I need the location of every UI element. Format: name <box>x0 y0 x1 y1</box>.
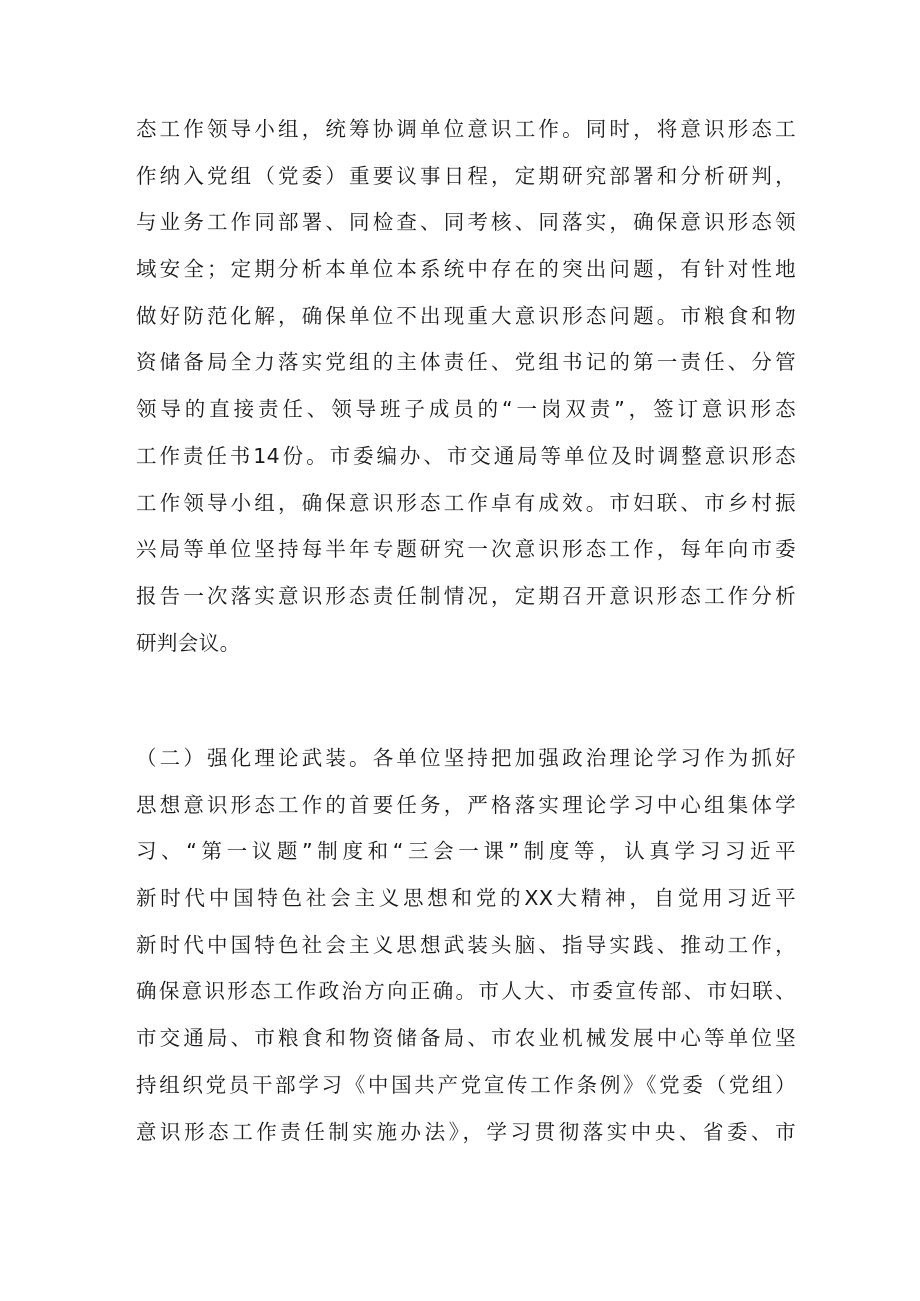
text-line: 做好防范化解，确保单位不出现重大意识形态问题。市粮食和物 <box>136 303 796 328</box>
text-line: 思想意识形态工作的首要任务，严格落实理论学习中心组集体学 <box>136 792 796 817</box>
text-line: 域安全；定期分析本单位本系统中存在的突出问题，有针对性地 <box>136 257 796 282</box>
text-line: 报告一次落实意识形态责任制情况，定期召开意识形态工作分析 <box>136 583 796 608</box>
body-paragraph-1 <box>136 106 796 666</box>
text-line: 工作领导小组，确保意识形态工作卓有成效。市妇联、市乡村振 <box>136 490 796 515</box>
text-line: 研判会议。 <box>136 630 241 655</box>
body-paragraph-2 <box>136 735 796 1155</box>
text-line: 意识形态工作责任制实施办法》，学习贯彻落实中央、省委、市 <box>136 1119 796 1144</box>
text-line: 态工作领导小组，统筹协调单位意识工作。同时，将意识形态工 <box>136 117 796 141</box>
text-line: 兴局等单位坚持每半年专题研究一次意识形态工作，每年向市委 <box>136 537 796 562</box>
text-line: 领导的直接责任、领导班子成员的“一岗双责”，签订意识形态 <box>136 397 796 422</box>
text-line: 资储备局全力落实党组的主体责任、党组书记的第一责任、分管 <box>136 350 796 375</box>
text-line: 习、“第一议题”制度和“三会一课”制度等，认真学习习近平 <box>136 839 796 864</box>
text-line: 确保意识形态工作政治方向正确。市人大、市委宣传部、市妇联、 <box>136 979 796 1004</box>
text-line: 新时代中国特色社会主义思想武装头脑、指导实践、推动工作， <box>136 932 796 957</box>
text-line: 工作责任书14份。市委编办、市交通局等单位及时调整意识形态 <box>136 443 796 468</box>
text-line: 持组织党员干部学习《中国共产党宣传工作条例》《党委（党组） <box>136 1072 796 1097</box>
section-heading-line: （二）强化理论武装。各单位坚持把加强政治理论学习作为抓好 <box>136 746 796 770</box>
text-line: 市交通局、市粮食和物资储备局、市农业机械发展中心等单位坚 <box>136 1026 796 1051</box>
text-line: 与业务工作同部署、同检查、同考核、同落实，确保意识形态领 <box>136 210 796 235</box>
text-line: 新时代中国特色社会主义思想和党的XX大精神，自觉用习近平 <box>136 886 796 911</box>
text-line: 作纳入党组（党委）重要议事日程，定期研究部署和分析研判， <box>136 163 796 188</box>
